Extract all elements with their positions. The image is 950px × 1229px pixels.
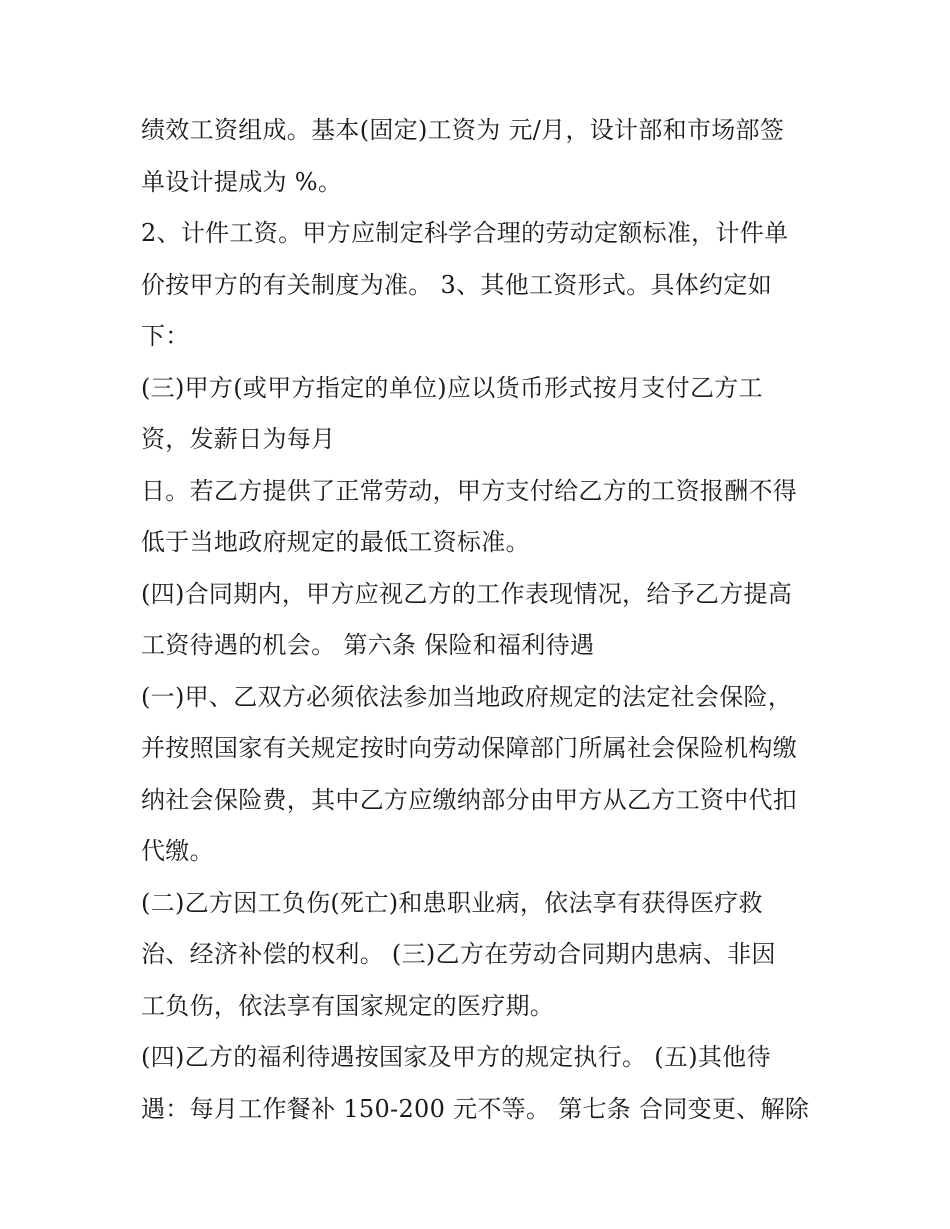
text-line: (二)乙方因工负伤(死亡)和患职业病，依法享有获得医疗救 [141,888,763,917]
text-line: 单设计提成为 %。 [141,167,343,196]
text-line: (四)合同期内，甲方应视乙方的工作表现情况，给予乙方提高 [141,579,793,608]
text-line: 纳社会保险费，其中乙方应缴纳部分由甲方从乙方工资中代扣 [141,785,798,814]
text-line: 工资待遇的机会。 第六条 保险和福利待遇 [141,631,595,659]
text-line: 绩效工资组成。基本(固定)工资为 元/月，设计部和市场部签 [141,116,785,144]
text-line: (三)甲方(或甲方指定的单位)应以货币形式按月支付乙方工 [141,373,763,402]
text-line: (四)乙方的福利待遇按国家及甲方的规定执行。 (五)其他待 [141,1043,771,1071]
text-line: 2、计件工资。甲方应制定科学合理的劳动定额标准，计件单 [141,219,789,247]
text-line: 并按照国家有关规定按时向劳动保障部门所属社会保险机构缴 [141,734,798,762]
text-line: 治、经济补偿的权利。 (三)乙方在劳动合同期内患病、非因 [141,940,776,968]
document-body [141,105,831,1135]
text-line: 低于当地政府规定的最低工资标准。 [141,528,530,556]
text-line: 下： [141,322,190,350]
text-line: 代缴。 [141,837,214,865]
text-line: 价按甲方的有关制度为准。 3、其他工资形式。具体约定如 [141,270,772,299]
text-line: 资，发薪日为每月 [141,425,336,453]
text-line: 日。若乙方提供了正常劳动，甲方支付给乙方的工资报酬不得 [141,476,798,505]
text-line: (一)甲、乙双方必须依法参加当地政府规定的法定社会保险， [141,682,793,711]
text-line: 遇：每月工作餐补 150-200 元不等。 第七条 合同变更、解除 [141,1094,810,1123]
text-line: 工负伤，依法享有国家规定的医疗期。 [141,991,555,1020]
